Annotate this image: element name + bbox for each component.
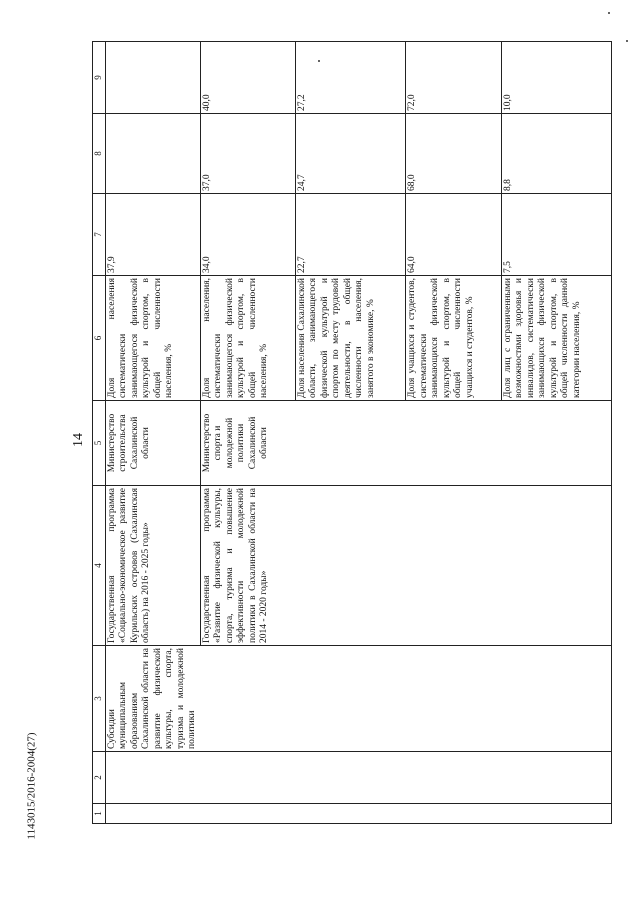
cell-value-9: 10,0 — [501, 42, 611, 114]
header-cell-3: 3 — [93, 646, 106, 752]
scan-speck — [608, 12, 610, 14]
table-row — [105, 42, 200, 824]
page-number: 14 — [71, 433, 86, 447]
cell-c2 — [105, 752, 612, 804]
header-cell-2: 2 — [93, 752, 106, 804]
cell-c1 — [105, 804, 612, 824]
cell-value-9: 27,2 — [295, 42, 405, 114]
cell-value-9 — [105, 42, 200, 114]
cell-value-8: 24,7 — [295, 114, 405, 194]
cell-value-7: 7,5 — [501, 194, 611, 276]
cell-value-9: 72,0 — [406, 42, 501, 114]
cell-indicator: Доля учащихся и студентов, систематически занимающихся физической культурой и спортом, в общей численности учащихся и студентов, % — [406, 276, 501, 401]
cell-value-9: 40,0 — [200, 42, 295, 114]
header-cell-6: 6 — [93, 276, 106, 401]
table-container — [92, 42, 612, 824]
cell-value-7: 64,0 — [406, 194, 501, 276]
cell-value-7: 37,9 — [105, 194, 200, 276]
header-cell-4: 4 — [93, 486, 106, 646]
cell-value-7: 22,7 — [295, 194, 405, 276]
cell-indicator: Доля населения, систематически занимающегося физической культурой и спортом, в общей численности населения, % — [200, 276, 295, 401]
cell-ministry: Министерство спорта и молодежной политики Сахалинской области — [200, 401, 611, 486]
header-cell-5: 5 — [93, 401, 106, 486]
cell-value-8: 68,0 — [406, 114, 501, 194]
cell-ministry: Министерство строительства Сахалинской области — [105, 401, 200, 486]
header-cell-8: 8 — [93, 114, 106, 194]
cell-indicator: Доля лиц с ограниченными возможностями здоровья и инвалидов, систематически занимающихся физической культурой и спортом, в общей численности данной категории населения, % — [501, 276, 611, 401]
header-row — [93, 42, 106, 824]
cell-value-8 — [105, 114, 200, 194]
cell-value-7: 34,0 — [200, 194, 295, 276]
indicators-table — [92, 41, 612, 824]
cell-indicator: Доля населения систематически занимающегося физической культурой и спортом, в общей численности населения, % — [105, 276, 200, 401]
header-cell-7: 7 — [93, 194, 106, 276]
cell-program: Государственная программа «Развитие физической культуры, спорта, туризма и повышение эффективности молодежной политики в Сахалинской области на 2014 - 2020 годы» — [200, 486, 611, 646]
cell-value-8: 8,8 — [501, 114, 611, 194]
header-cell-1: 1 — [93, 804, 106, 824]
header-cell-9: 9 — [93, 42, 106, 114]
document-id: 1143015/2016-2004(27) — [25, 732, 38, 840]
cell-program: Государственная программа «Социально-экономическое развитие Курильских островов (Сахалинская область) на 2016 - 2025 годы» — [105, 486, 200, 646]
cell-value-8: 37,0 — [200, 114, 295, 194]
cell-subsidy: Субсидии муниципальным образованиям Сахалинской области на развитие физической культуры, спорта, туризма и молодежной политики — [105, 646, 612, 752]
scan-speck — [626, 40, 628, 42]
cell-indicator: Доля населения Сахалинской области, занимающегося физической культурой и спортом по месту трудовой деятельности, в общей численности населения, занятого в экономике, % — [295, 276, 405, 401]
